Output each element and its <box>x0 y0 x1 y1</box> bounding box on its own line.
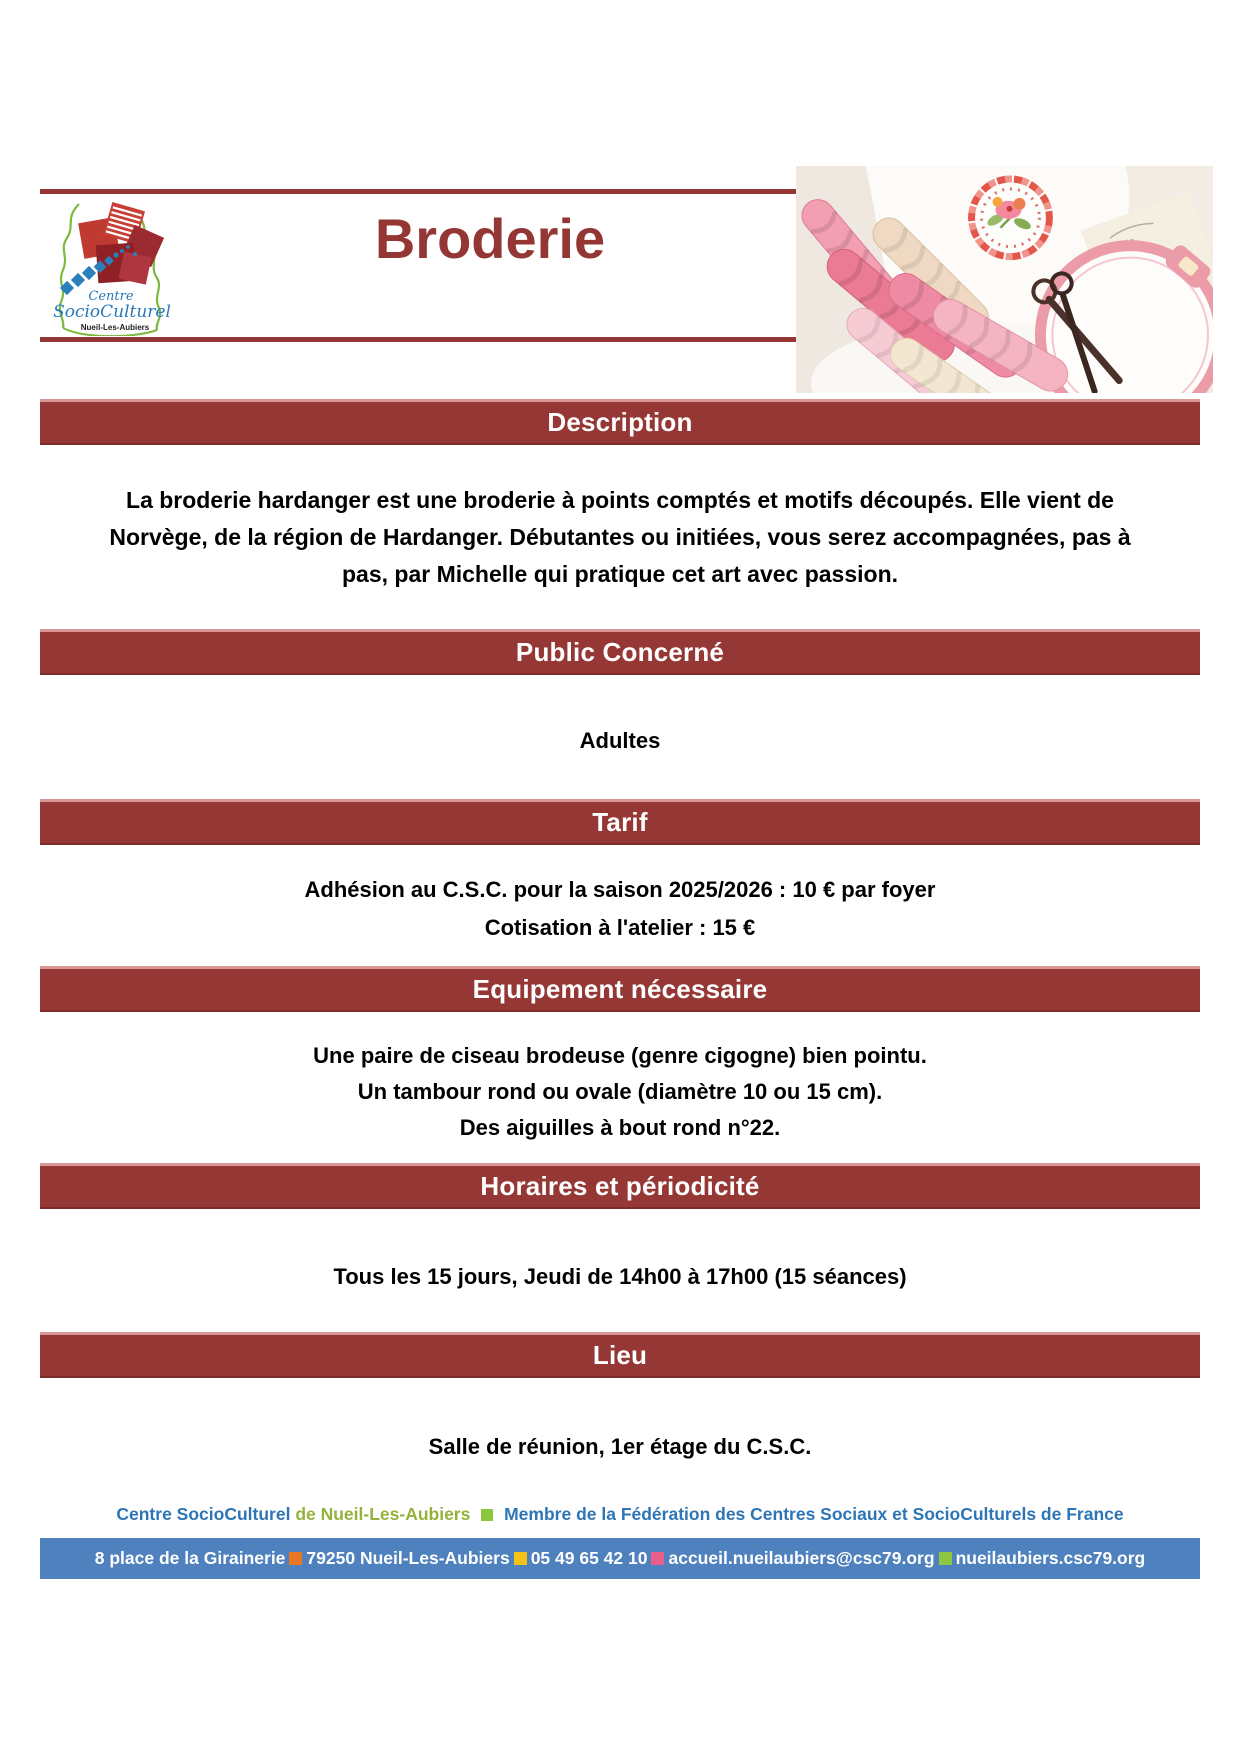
text-line: Des aiguilles à bout rond n°22. <box>459 1115 781 1140</box>
footer-affiliation <box>40 1504 1200 1525</box>
section-banner-horaires <box>40 1163 1200 1209</box>
section-body-lieu <box>40 1428 1200 1465</box>
text-line: pas, par Michelle qui pratique cet art avec passion. <box>341 561 899 587</box>
section-heading-horaires: Horaires et périodicité <box>480 1171 760 1201</box>
section-heading-equipement: Equipement nécessaire <box>472 974 768 1004</box>
section-banner-public <box>40 629 1200 675</box>
footer-address: 8 place de la Girainerie <box>94 1548 286 1568</box>
separator-square-green2 <box>939 1552 952 1565</box>
section-heading-description: Description <box>547 407 693 437</box>
footer-org-name: Centre SocioCulturel <box>116 1504 291 1524</box>
section-body-public <box>40 722 1200 759</box>
section-body-tarif <box>40 871 1200 947</box>
header-top-rule <box>40 189 796 194</box>
text-line: Adhésion au C.S.C. pour la saison 2025/2026 : 10 € par foyer <box>304 877 936 902</box>
text-line: Un tambour rond ou ovale (diamètre 10 ou 15 cm). <box>357 1079 883 1104</box>
separator-square-yellow <box>514 1552 527 1565</box>
section-banner-equipement <box>40 966 1200 1012</box>
logo-text-town: Nueil-Les-Aubiers <box>80 323 150 332</box>
separator-square-green <box>481 1509 493 1521</box>
footer-city: 79250 Nueil-Les-Aubiers <box>306 1548 510 1568</box>
text-line: Une paire de ciseau brodeuse (genre cigogne) bien pointu. <box>313 1043 927 1068</box>
text-line: Cotisation à l'atelier : 15 € <box>484 915 756 940</box>
csc-logo <box>45 196 180 336</box>
section-banner-lieu <box>40 1332 1200 1378</box>
section-heading-tarif: Tarif <box>592 807 648 837</box>
separator-square-pink <box>651 1552 664 1565</box>
footer-phone: 05 49 65 42 10 <box>530 1548 648 1568</box>
logo-text-socioculturel: SocioCulturel <box>53 302 171 322</box>
header-bottom-rule <box>40 337 796 342</box>
page-title: Broderie <box>374 207 606 270</box>
section-body-description <box>40 482 1200 593</box>
embroidery-photo <box>796 166 1213 393</box>
footer-contact-bar <box>40 1538 1200 1579</box>
section-banner-tarif <box>40 799 1200 845</box>
section-heading-lieu: Lieu <box>592 1340 648 1370</box>
embroidery-photo-graphic <box>796 166 1213 393</box>
section-heading-public: Public Concerné <box>515 637 725 667</box>
footer-website: nueilaubiers.csc79.org <box>955 1548 1146 1568</box>
logo-text-centre: Centre <box>88 289 134 304</box>
text-line: Adultes <box>579 728 661 753</box>
pincushion-icon <box>969 176 1053 260</box>
section-body-equipement <box>40 1038 1200 1146</box>
section-body-horaires <box>40 1258 1200 1295</box>
text-line: Salle de réunion, 1er étage du C.S.C. <box>428 1434 812 1459</box>
text-line: Tous les 15 jours, Jeudi de 14h00 à 17h00 (15 séances) <box>333 1264 907 1289</box>
text-line: Norvège, de la région de Hardanger. Débutantes ou initiées, vous serez accompagnées, pas à <box>109 524 1131 550</box>
footer-org-location: de Nueil-Les-Aubiers <box>295 1504 471 1524</box>
footer-membership: Membre de la Fédération des Centres Sociaux et SocioCulturels de France <box>504 1504 1124 1524</box>
section-banner-description <box>40 399 1200 445</box>
csc-logo-icon <box>45 196 180 336</box>
separator-square-orange <box>289 1552 302 1565</box>
footer-email: accueil.nueilaubiers@csc79.org <box>668 1548 935 1568</box>
text-line: La broderie hardanger est une broderie à points comptés et motifs découpés. Elle vient de <box>126 487 1114 513</box>
